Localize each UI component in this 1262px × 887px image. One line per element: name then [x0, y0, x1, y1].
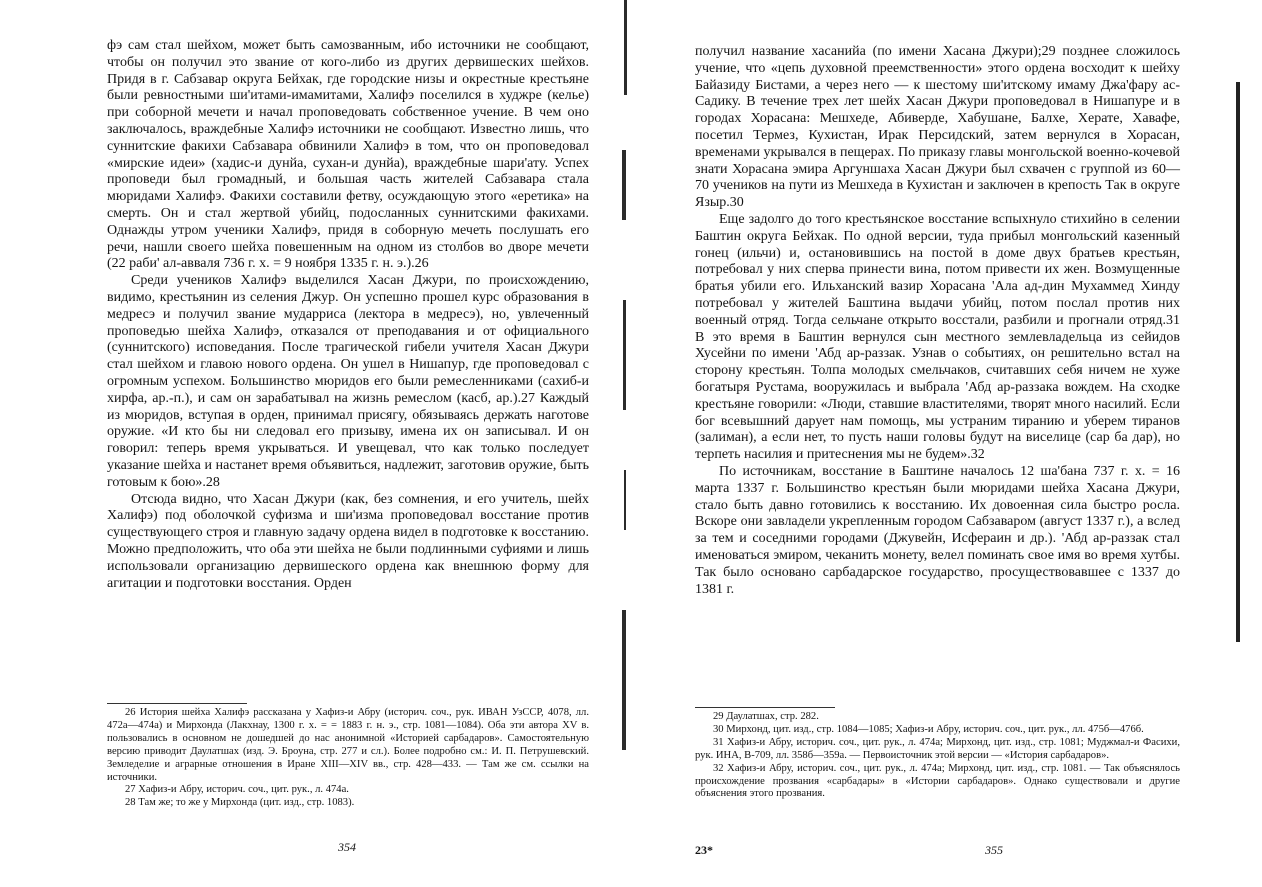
right-paragraph-1: получил название хасанийа (по имени Хасана Джури);29 позднее сложилось учение, что «цепь духовной преемственности» этого ордена восходит к шейху Байазиду Бистами, а через него — к шестому ши'итскому имаму Джа'фару ас-Садику. В течение трех лет шейх Хасан Джури проповедовал в Нишапуре и в городах Хорасана: Мешхеде, Абиверде, Хабушане, Балхе, Херате, Хавафе, посетил Термез, Кухистан, Ирак Персидский, затем вернулся в Хорасан, временами укрывался в пещерах. По приказу главы монгольской военно-кочевой знати Хорасана эмира Аргуншаха Хасан Джури был схвачен с группой из 60—70 учеников на пути из Мешхеда в Кухистан и заключен в крепость Так в округе Языр.30 — [695, 44, 1180, 211]
right-paragraph-3: По источникам, восстание в Баштине началось 12 ша'бана 737 г. х. = 16 марта 1337 г. Большинство крестьян были мюридами шейха Хасана Джури, стало быть давно готовились к восстанию. Их довоенная сила быстро росла. Вскоре они завладели укрепленным городом Сабзаваром (август 1337 г.), а вслед за тем и соседними городами (Джувейн, Исфераин и др.). 'Абд ар-раззак стал именоваться эмиром, чеканить монету, велел поминать свое имя во время хутбы. Так было основано сарбадарское государство, просуществовавшее с 1337 до 1381 г. — [695, 463, 1180, 597]
right-page-number: 355 — [985, 843, 1003, 857]
left-paragraph-1: фэ сам стал шейхом, может быть самозванным, ибо источники не сообщают, чтобы он получил это звание от кого-либо из других дервишеских шейхов. Придя в г. Сабзавар округа Бейхак, где городские низы и окрестные крестьяне были ревностными ши'итами-имамитами, Халифэ поселился в худжре (келье) при соборной мечети и начал проповедовать собственное учение. В чем оно заключалось, враждебные Халифэ источники не сообщают. Известно лишь, что суннитские факихи Сабзавара обвинили Халифэ в том, что он проповедовал «мирские идеи» (хадис-и дунйа, сухан-и дунйа), враждебные шари'ату. Успех проповеди был громадный, и большая часть жителей Сабзавара стала мюридами Халифэ. Факихи составили фетву, осуждающую этого «еретика» на смерть. Он и стал жертвой убийц, подосланных суннитскими факихами. Однажды утром ученики Халифэ, придя в соборную мечеть послушать его речи, нашли своего шейха повешенным на одном из столбов во дворе мечети (22 раби' ал-авваля 736 г. х. = 9 ноября 1335 г. н. э.).26 — [107, 38, 589, 272]
footnote-26: 26 История шейха Халифэ рассказана у Хафиз-и Абру (историч. соч., рук. ИВАН УзССР, 4078, лл. 472а—474а) и Мирхонда (Лакхнау, 1300 г. х. = = 1883 г. н. э., стр. 1081—1084). Оба эти автора XV в. пользовались в основном не дошедшей до нас анонимной «Историей сарбадаров». Самостоятельную версию приводит Даулатшах (изд. Э. Броуна, стр. 277 и сл.). Более подробно см.: И. П. Петрушевский. Земледелие и аграрные отношения в Иране XIII—XIV вв., стр. 428—433. — Там же см. ссылки на источники. — [107, 707, 589, 783]
footnote-31: 31 Хафиз-и Абру, историч. соч., цит. рук., л. 474а; Мирхонд, цит. изд., стр. 1081; Муджмал-и Фасихи, рук. ИНА, В-709, лл. 358б—359а. — Первоисточник этой версии — «История сарбадаров». — [695, 736, 1180, 761]
left-paragraph-2: Среди учеников Халифэ выделился Хасан Джури, по происхождению, видимо, крестьянин из селения Джур. Он успешно прошел курс образования в медресэ и получил звание мударриса (лектора в медресэ), но, увлеченный проповедью шейха Халифэ, отказался от преподавания и от официального (суннитского) исповедания. После трагической гибели учителя Хасан Джури стал шейхом и главою нового ордена. Он ушел в Нишапур, где проповедовал с огромным успехом. Большинство мюридов его были ремесленниками (сахиб-и хирфа, ар.-п.), и сам он зарабатывал на жизнь ремеслом (касб, ар.).27 Каждый из мюридов, вступая в орден, принимал присягу, обязываясь держать наготове оружие. «И кто бы ни следовал его призыву, имена их он записывал. И он говорил: теперь время укрываться. И увещевал, что как только последует указание шейха и настанет время объявиться, надлежит, заготовив оружие, быть готовым к бою».28 — [107, 273, 589, 490]
left-paragraph-3: Отсюда видно, что Хасан Джури (как, без сомнения, и его учитель, шейх Халифэ) под оболочкой суфизма и ши'изма проповедовал восстание против существующего строя и главную задачу ордена видел в подготовке к восстанию. Можно предположить, что оба эти шейха не были подлинными суфиями и лишь использовали организацию дервишеского ордена как внешнюю форму для агитации и подготовки восстания. Орден — [107, 491, 589, 591]
right-page — [630, 0, 1262, 887]
right-paragraph-2: Еще задолго до того крестьянское восстание вспыхнуло стихийно в селении Баштин округа Бейхак. По одной версии, туда прибыл монгольский казенный гонец (ильчи) и, остановившись на постой в доме двух братьев крестьян, потребовал у них сперва принести вина, потом привести их жен. Возмущенные братья убили его. Ильханский вазир Хорасана 'Ала ад-дин Мухаммед Хинду потребовал у жителей Баштина выдачи убийц, потом послал против них военный отряд. Тогда сельчане открыто восстали, разбили и прогнали отряд.31 В это время в Баштин вернулся сын местного землевладельца из сейидов Хусейни по имени 'Абд ар-раззак. Узнав о событиях, он решительно встал на сторону крестьян. Толпа молодых смельчаков, считавших себя ничем не хуже богатыря Рустама, вооружилась и выбрала 'Абд ар-раззака вождем. На сходке крестьяне говорили: «Люди, ставшие властителями, творят много насилий. Если бог всевышний дарует нам помощь, мы устраним тиранию и уберем тиранов (залиман), а если нет, то пусть наши головы будут на виселице (сар ба дар), но терпеть насилия и притеснения мы не будем».32 — [695, 211, 1180, 463]
right-edge-scan-mark — [1236, 82, 1240, 642]
footnote-30: 30 Мирхонд, цит. изд., стр. 1084—1085; Хафиз-и Абру, историч. соч., цит. рук., лл. 475б—476б. — [713, 723, 1144, 735]
right-page-body — [695, 44, 1180, 598]
right-footnote-rule — [695, 707, 835, 708]
footnote-27: 27 Хафиз-и Абру, историч. соч., цит. рук., л. 474а. — [125, 784, 349, 796]
footnote-29: 29 Даулатшах, стр. 282. — [713, 711, 819, 722]
signature-mark: 23* — [695, 843, 713, 857]
right-footnotes — [695, 711, 1180, 801]
left-page — [0, 0, 620, 887]
left-page-body — [107, 38, 589, 592]
left-footnotes — [107, 707, 589, 810]
left-page-number: 354 — [338, 840, 356, 854]
footnote-28: 28 Там же; то же у Мирхонда (цит. изд., стр. 1083). — [125, 797, 355, 809]
left-footnote-rule — [107, 703, 247, 704]
footnote-32: 32 Хафиз-и Абру, историч. соч., цит. рук., л. 474а; Мирхонд, цит. изд., стр. 1081. — Так объяснялось происхождение прозвания «сарбадары» в «Истории сарбадаров». Однако существовали и другие объяснения этого прозвания. — [695, 762, 1180, 800]
